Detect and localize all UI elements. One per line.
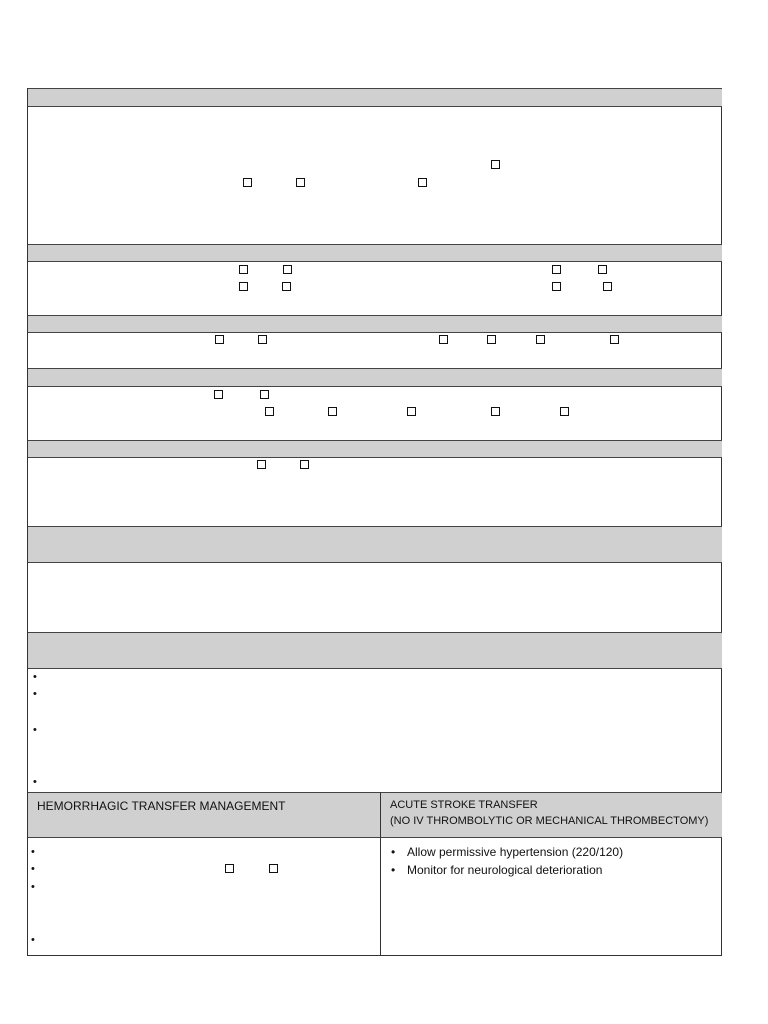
bullet-icon: • (33, 688, 37, 700)
checkbox[interactable] (282, 282, 291, 291)
acute-stroke-header-line2: (NO IV THROMBOLYTIC OR MECHANICAL THROMBECTOMY) (390, 815, 709, 827)
bullet-icon: • (33, 724, 37, 736)
list-item: • Monitor for neurological deterioration (385, 861, 720, 879)
checkbox[interactable] (603, 282, 612, 291)
checkbox[interactable] (269, 864, 278, 873)
checkbox[interactable] (439, 335, 448, 344)
checkbox[interactable] (239, 282, 248, 291)
checkbox[interactable] (283, 265, 292, 274)
checkbox[interactable] (300, 460, 309, 469)
checkbox[interactable] (491, 407, 500, 416)
checkbox[interactable] (491, 160, 500, 169)
section-5-header (28, 440, 722, 458)
checkbox[interactable] (598, 265, 607, 274)
checkbox[interactable] (258, 335, 267, 344)
checkbox[interactable] (552, 265, 561, 274)
bullet-icon: • (31, 934, 35, 946)
bullet-icon: • (33, 776, 37, 788)
column-divider (380, 792, 381, 956)
checkbox[interactable] (260, 390, 269, 399)
section-3-header (28, 315, 722, 333)
acute-stroke-list (385, 843, 720, 879)
checkbox[interactable] (328, 407, 337, 416)
checkbox[interactable] (407, 407, 416, 416)
section-7-header (28, 632, 722, 669)
checkbox[interactable] (487, 335, 496, 344)
bullet-icon: • (33, 671, 37, 683)
section-1-header (28, 88, 722, 107)
hemorrhagic-header: HEMORRHAGIC TRANSFER MANAGEMENT (37, 799, 286, 813)
section-2-header (28, 244, 722, 262)
checkbox[interactable] (536, 335, 545, 344)
checkbox[interactable] (560, 407, 569, 416)
checkbox[interactable] (214, 390, 223, 399)
checkbox[interactable] (265, 407, 274, 416)
section-4-header (28, 368, 722, 387)
checkbox[interactable] (243, 178, 252, 187)
checkbox[interactable] (552, 282, 561, 291)
checkbox[interactable] (257, 460, 266, 469)
bullet-icon: • (31, 863, 35, 875)
list-item: • Allow permissive hypertension (220/120) (385, 843, 720, 861)
checkbox[interactable] (296, 178, 305, 187)
checkbox[interactable] (225, 864, 234, 873)
checkbox[interactable] (215, 335, 224, 344)
bullet-icon: • (31, 846, 35, 858)
acute-stroke-header-line1: ACUTE STROKE TRANSFER (390, 799, 538, 811)
checkbox[interactable] (418, 178, 427, 187)
checkbox[interactable] (610, 335, 619, 344)
checkbox[interactable] (239, 265, 248, 274)
acute-stroke-header (390, 797, 720, 829)
section-6-header (28, 526, 722, 563)
bullet-icon: • (31, 881, 35, 893)
